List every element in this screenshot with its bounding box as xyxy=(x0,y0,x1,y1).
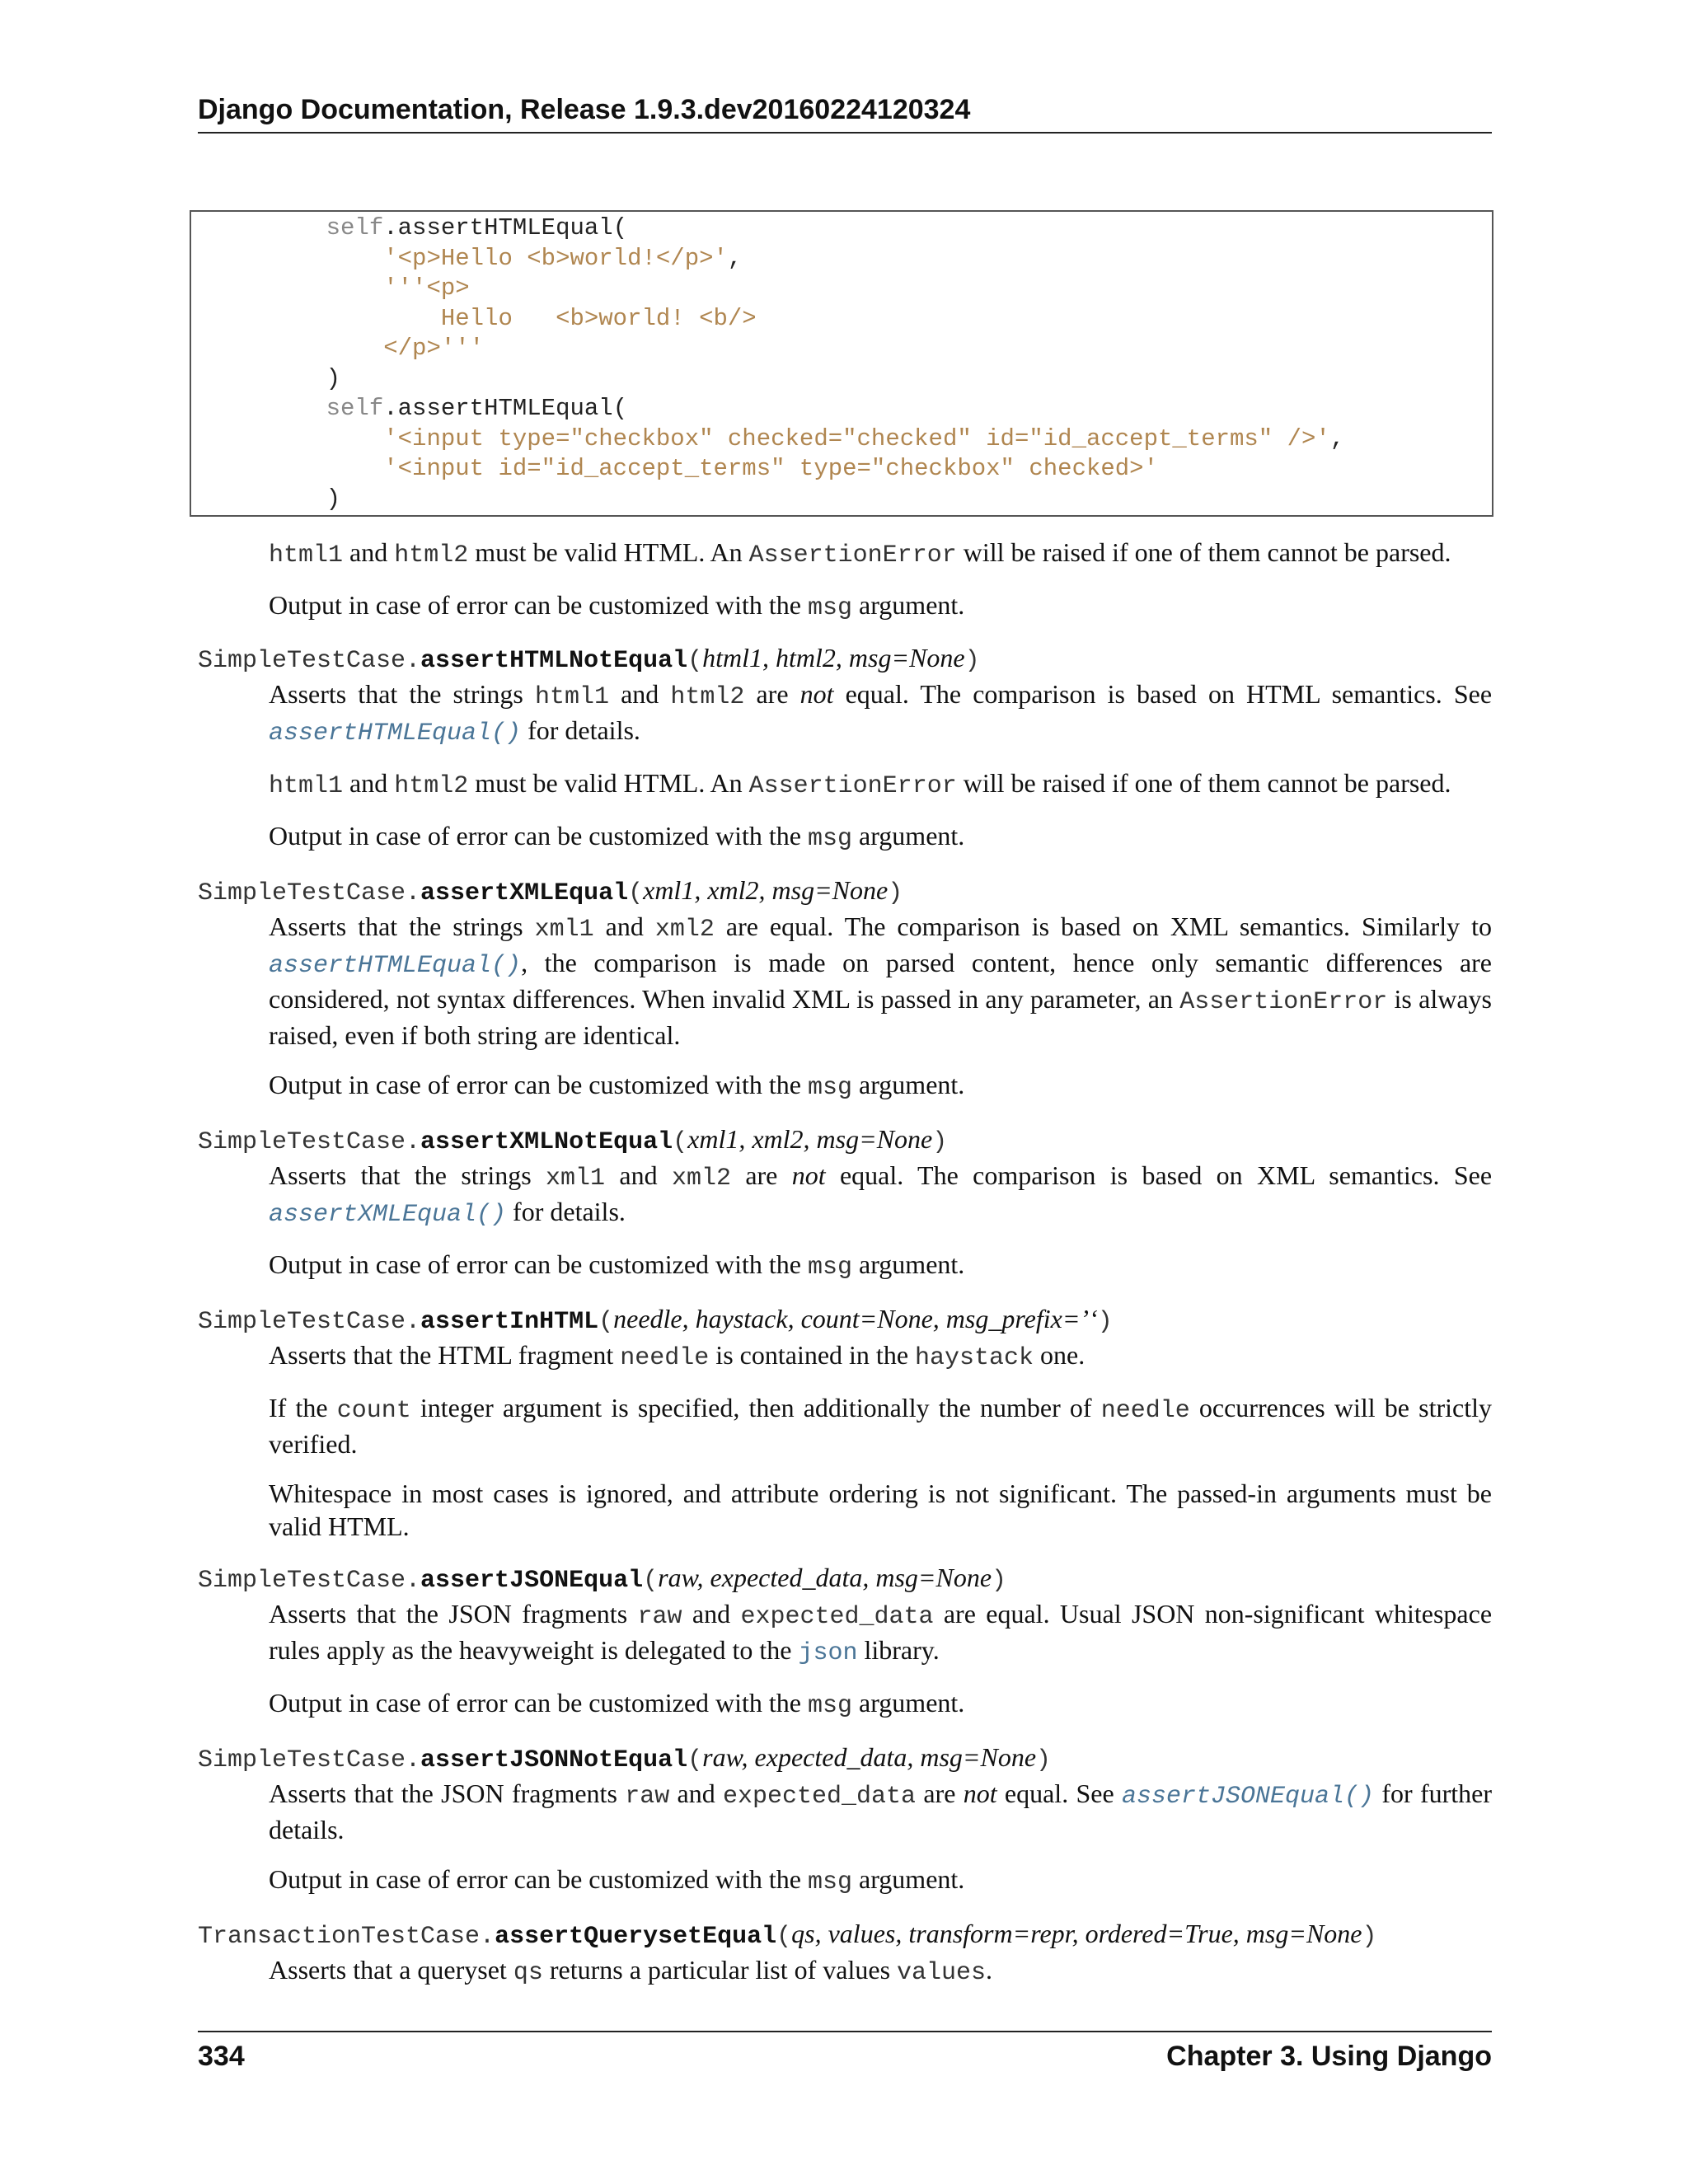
text-run: must be valid HTML. An xyxy=(468,537,749,567)
text-run: are xyxy=(744,679,800,709)
open-paren: ( xyxy=(673,1128,688,1156)
paragraph xyxy=(269,1863,1492,1899)
method-name: assertXMLNotEqual xyxy=(420,1128,673,1156)
text-run: and xyxy=(682,1599,741,1629)
emphasis: not xyxy=(963,1779,997,1808)
method-arguments: qs, values, transform=repr, ordered=True, msg=None xyxy=(791,1919,1362,1948)
cross-reference-link[interactable]: assertXMLEqual() xyxy=(269,1201,507,1229)
code-listing xyxy=(269,213,1344,514)
text-run: Asserts that the strings xyxy=(269,912,535,941)
method-arguments: needle, haystack, count=None, msg_prefix=’‘ xyxy=(613,1304,1098,1333)
text-run: Output in case of error can be customized with the xyxy=(269,1864,808,1894)
text-run: Asserts that the JSON fragments xyxy=(269,1779,626,1808)
paragraph xyxy=(269,1686,1492,1722)
text-run: are xyxy=(730,1160,792,1190)
text-run: and xyxy=(669,1779,724,1808)
method-arguments: raw, expected_data, msg=None xyxy=(702,1742,1037,1772)
paragraph xyxy=(269,910,1492,1052)
code-text: ) xyxy=(269,485,341,513)
code-text xyxy=(269,425,383,452)
text-run: will be raised if one of them cannot be parsed. xyxy=(956,768,1451,798)
text-run: are xyxy=(916,1779,964,1808)
paragraph xyxy=(269,1338,1492,1375)
cross-reference-link[interactable]: assertHTMLEqual() xyxy=(269,952,522,980)
text-run: equal. See xyxy=(996,1779,1122,1808)
main-content xyxy=(198,536,1492,2008)
text-run: and xyxy=(343,537,395,567)
inline-code: xml1 xyxy=(546,1165,606,1193)
code-keyword: self xyxy=(326,214,384,241)
inline-code: msg xyxy=(808,825,853,853)
text-run: library. xyxy=(857,1635,940,1665)
inline-code: haystack xyxy=(915,1344,1034,1372)
method-name: assertJSONNotEqual xyxy=(420,1746,688,1774)
method-signature xyxy=(198,874,1492,910)
text-run: one. xyxy=(1034,1340,1085,1370)
method-name: assertQuerysetEqual xyxy=(495,1923,777,1951)
text-run: must be valid HTML. An xyxy=(468,768,749,798)
method-definition xyxy=(198,1561,1492,1722)
paragraph xyxy=(269,819,1492,855)
text-run: Output in case of error can be customized with the xyxy=(269,590,808,620)
method-arguments: xml1, xml2, msg=None xyxy=(687,1124,933,1154)
code-string: </p>''' xyxy=(383,335,485,362)
code-keyword: self xyxy=(326,395,384,422)
code-text xyxy=(269,335,383,362)
text-run: integer argument is specified, then additionally the number of xyxy=(410,1393,1101,1422)
code-string: '<input type="checkbox" checked="checked" id="id_accept_terms" />' xyxy=(383,424,1330,452)
class-name: SimpleTestCase. xyxy=(198,1308,421,1336)
method-name: assertHTMLNotEqual xyxy=(420,647,688,675)
module-link[interactable]: json xyxy=(798,1639,858,1667)
page-footer xyxy=(198,2031,1492,2073)
code-text: .assertHTMLEqual( xyxy=(383,395,628,422)
code-text xyxy=(269,455,383,482)
text-run: argument. xyxy=(852,590,965,620)
code-text: , xyxy=(727,244,743,272)
text-run: argument. xyxy=(852,1070,965,1099)
text-run: are equal. Usual JSON non-significant whitespace rules apply as the heavyweight is delegated to the xyxy=(269,1599,1493,1665)
running-header: Django Documentation, Release 1.9.3.dev20160224120324 xyxy=(198,91,1492,134)
method-definition xyxy=(198,874,1492,1104)
method-name: assertXMLEqual xyxy=(420,879,629,907)
method-arguments: xml1, xml2, msg=None xyxy=(643,875,889,905)
text-run: for details. xyxy=(521,715,640,745)
method-name: assertInHTML xyxy=(420,1308,599,1336)
code-text xyxy=(269,305,441,332)
code-block xyxy=(190,210,1493,517)
code-text xyxy=(269,274,383,302)
code-string: '<p>Hello <b>world!</p>' xyxy=(383,244,728,272)
cross-reference-link[interactable]: assertHTMLEqual() xyxy=(269,719,522,748)
text-run: for further details. xyxy=(269,1779,1493,1844)
open-paren: ( xyxy=(776,1923,792,1951)
text-run: , the comparison is made on parsed content, hence only semantic differences are considered, not syntax differences. When invalid XML is passed in any parameter, an xyxy=(269,948,1492,1014)
text-run: and xyxy=(608,679,671,709)
inline-code: msg xyxy=(808,1692,853,1720)
text-run: Asserts that the JSON fragments xyxy=(269,1599,638,1629)
text-run: Whitespace in most cases is ignored, and attribute ordering is not significant. The passed-in arguments must be valid HTML. xyxy=(269,1479,1492,1541)
text-run: is contained in the xyxy=(709,1340,916,1370)
class-name: TransactionTestCase. xyxy=(198,1923,495,1951)
close-paren: ) xyxy=(1036,1746,1052,1774)
method-signature xyxy=(198,641,1492,677)
close-paren: ) xyxy=(1362,1923,1377,1951)
text-run: Output in case of error can be customized with the xyxy=(269,1688,808,1718)
method-definition xyxy=(198,1122,1492,1284)
text-run: argument. xyxy=(852,1688,965,1718)
paragraph xyxy=(269,1248,1492,1284)
emphasis: not xyxy=(799,679,834,709)
text-run: argument. xyxy=(852,1249,965,1279)
text-run: Asserts that the strings xyxy=(269,679,535,709)
text-run: and xyxy=(605,1160,672,1190)
text-run: returns a particular list of values xyxy=(542,1955,898,1985)
class-name: SimpleTestCase. xyxy=(198,647,421,675)
inline-code: expected_data xyxy=(740,1603,934,1631)
close-paren: ) xyxy=(964,647,980,675)
class-name: SimpleTestCase. xyxy=(198,1128,421,1156)
paragraph xyxy=(269,536,1492,572)
inline-code: xml2 xyxy=(671,1165,731,1193)
inline-code: needle xyxy=(620,1344,710,1372)
method-definition xyxy=(198,1302,1492,1543)
inline-code: msg xyxy=(808,1074,853,1102)
paragraph xyxy=(269,1068,1492,1104)
class-name: SimpleTestCase. xyxy=(198,1746,421,1774)
inline-code: html2 xyxy=(394,541,469,569)
paragraph xyxy=(269,1477,1492,1543)
inline-code: qs xyxy=(513,1959,543,1987)
paragraph xyxy=(269,1391,1492,1460)
code-text: , xyxy=(1329,424,1345,452)
open-paren: ( xyxy=(628,879,644,907)
method-signature xyxy=(198,1302,1492,1338)
inline-code: html1 xyxy=(534,683,609,711)
chapter-title: Chapter 3. Using Django xyxy=(1166,2041,1492,2072)
text-run: occurrences will be strictly verified. xyxy=(269,1393,1492,1459)
close-paren: ) xyxy=(932,1128,948,1156)
code-text xyxy=(269,245,383,272)
text-run: argument. xyxy=(852,1864,965,1894)
text-run: Output in case of error can be customized with the xyxy=(269,1070,808,1099)
inline-code: count xyxy=(336,1397,411,1425)
method-arguments: html1, html2, msg=None xyxy=(702,643,965,673)
text-run: and xyxy=(343,768,395,798)
text-run: equal. The comparison is based on XML semantics. See xyxy=(825,1160,1493,1190)
text-run: will be raised if one of them cannot be parsed. xyxy=(956,537,1451,567)
inline-code: values xyxy=(897,1959,987,1987)
paragraph xyxy=(269,677,1492,750)
open-paren: ( xyxy=(687,1746,703,1774)
code-string: Hello <b>world! <b/> xyxy=(440,304,757,332)
paragraph xyxy=(269,1953,1492,1990)
inline-code: msg xyxy=(808,594,853,622)
inline-code: html1 xyxy=(269,772,344,800)
inline-code: html2 xyxy=(394,772,469,800)
code-text xyxy=(269,214,326,241)
class-name: SimpleTestCase. xyxy=(198,879,421,907)
emphasis: not xyxy=(791,1160,826,1190)
text-run: and xyxy=(593,912,655,941)
inline-code: html1 xyxy=(269,541,344,569)
text-run: Output in case of error can be customized with the xyxy=(269,821,808,851)
method-signature xyxy=(198,1122,1492,1159)
inline-code: expected_data xyxy=(723,1783,917,1811)
text-run: Asserts that the HTML fragment xyxy=(269,1340,621,1370)
inline-code: raw xyxy=(625,1783,670,1811)
method-name: assertJSONEqual xyxy=(420,1567,644,1595)
method-definition xyxy=(198,1741,1492,1899)
method-definition xyxy=(198,1917,1492,1990)
close-paren: ) xyxy=(1097,1308,1113,1336)
method-arguments: raw, expected_data, msg=None xyxy=(658,1563,992,1592)
code-text: ) xyxy=(269,364,341,392)
text-run: If the xyxy=(269,1393,337,1422)
text-run: for details. xyxy=(506,1197,626,1226)
text-run: Output in case of error can be customized with the xyxy=(269,1249,808,1279)
inline-code: xml2 xyxy=(654,916,715,944)
code-string: '''<p> xyxy=(383,274,470,302)
close-paren: ) xyxy=(992,1567,1007,1595)
intro-paragraphs xyxy=(198,536,1492,625)
method-signature xyxy=(198,1561,1492,1597)
method-definition xyxy=(198,641,1492,855)
text-run: . xyxy=(986,1955,993,1985)
method-signature xyxy=(198,1917,1492,1953)
code-string: '<input id="id_accept_terms" type="checkbox" checked>' xyxy=(383,455,1158,482)
inline-code: AssertionError xyxy=(748,541,957,569)
text-run: Asserts that the strings xyxy=(269,1160,546,1190)
open-paren: ( xyxy=(687,647,703,675)
paragraph xyxy=(269,1597,1492,1670)
inline-code: AssertionError xyxy=(1179,988,1388,1016)
inline-code: needle xyxy=(1100,1397,1190,1425)
text-run: is always raised, even if both string are identical. xyxy=(269,984,1493,1050)
text-run: Asserts that a queryset xyxy=(269,1955,513,1985)
page-number: 334 xyxy=(198,2041,245,2072)
inline-code: msg xyxy=(808,1254,853,1282)
inline-code: AssertionError xyxy=(748,772,957,800)
open-paren: ( xyxy=(643,1567,659,1595)
paragraph xyxy=(269,766,1492,803)
code-text xyxy=(269,395,326,422)
close-paren: ) xyxy=(888,879,903,907)
definition-list xyxy=(198,641,1492,1990)
class-name: SimpleTestCase. xyxy=(198,1567,421,1595)
cross-reference-link[interactable]: assertJSONEqual() xyxy=(1122,1783,1375,1811)
inline-code: raw xyxy=(637,1603,682,1631)
text-run: are equal. The comparison is based on XML semantics. Similarly to xyxy=(714,912,1493,941)
method-signature xyxy=(198,1741,1492,1777)
open-paren: ( xyxy=(598,1308,614,1336)
paragraph xyxy=(269,1777,1492,1846)
text-run: equal. The comparison is based on HTML semantics. See xyxy=(833,679,1493,709)
paragraph xyxy=(269,1159,1492,1231)
code-text: .assertHTMLEqual( xyxy=(383,214,628,241)
inline-code: html2 xyxy=(670,683,745,711)
inline-code: msg xyxy=(808,1868,853,1896)
text-run: argument. xyxy=(852,821,965,851)
inline-code: xml1 xyxy=(534,916,594,944)
paragraph xyxy=(269,588,1492,625)
